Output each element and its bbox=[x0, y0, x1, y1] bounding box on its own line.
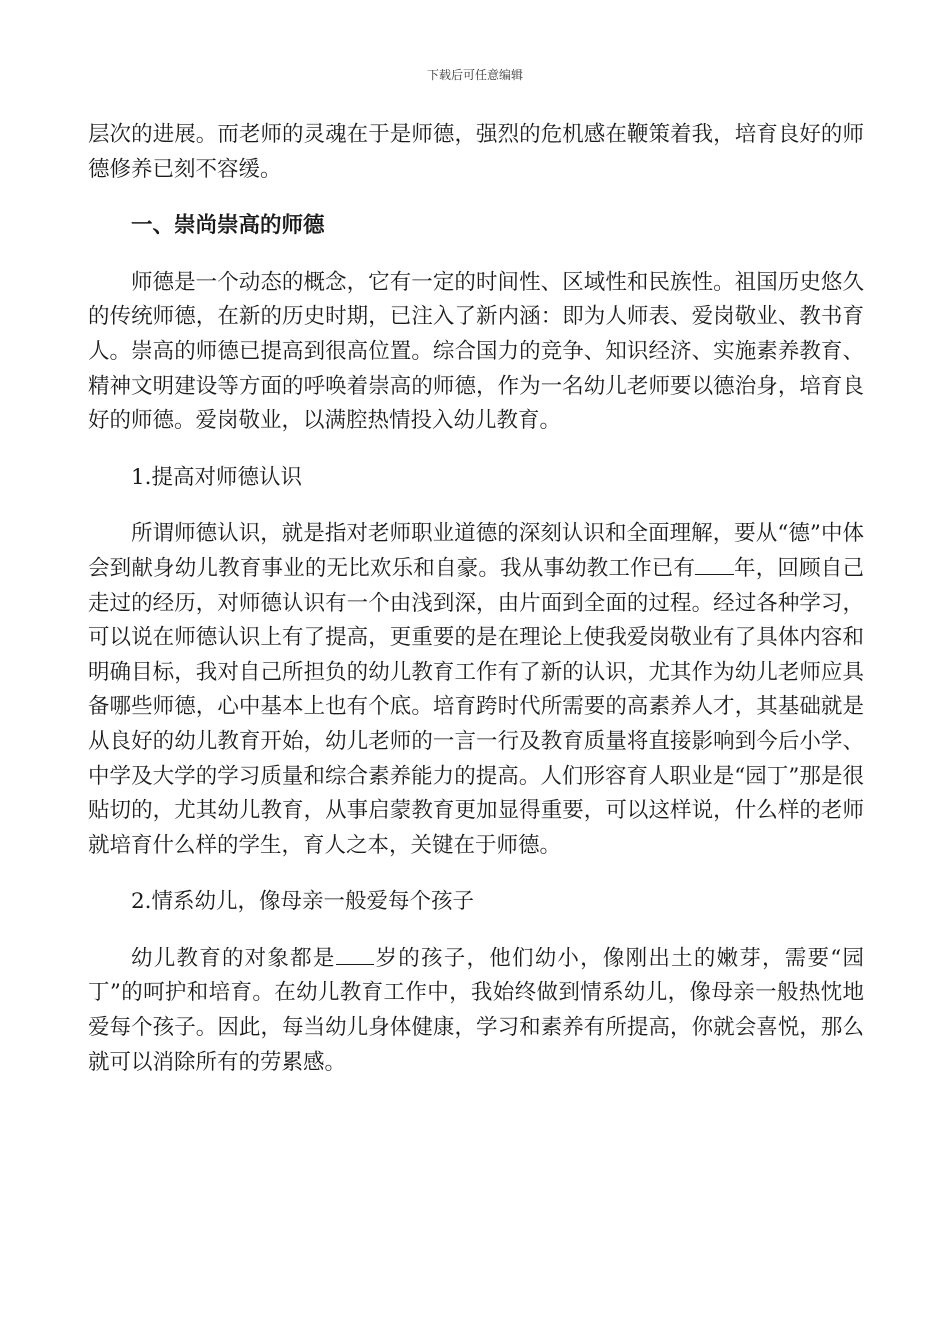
subheading-2: 2.情系幼儿，像母亲一般爱每个孩子 bbox=[131, 889, 475, 915]
document-body bbox=[88, 118, 864, 1102]
section-heading: 一、崇尚崇高的师德 bbox=[131, 213, 325, 239]
paragraph-ethics-awareness bbox=[88, 517, 864, 863]
subheading-1: 1.提高对师德认识 bbox=[131, 464, 303, 490]
paragraph-teacher-ethics: 师德是一个动态的概念，它有一定的时间性、区域性和民族性。祖国历史悠久的传统师德，在新的历史时期，已注入了新内涵：即为人师表、爱岗敬业、教书育人。崇高的师德已提高到很高位置。综合国力的竞争、知识经济、实施素养教育、精神文明建设等方面的呼唤着崇高的师德，作为一名幼儿老师要以德治身，培育良好的师德。爱岗敬业，以满腔热情投入幼儿教育。 bbox=[88, 269, 864, 434]
paragraph-ethics-awareness-part2: 年，回顾自己走过的经历，对师德认识有一个由浅到深，由片面到全面的过程。经过各种学习，可以说在师德认识上有了提高，更重要的是在理论上使我爱岗敬业有了具体内容和明确目标，我对自己所担负的幼儿教育工作有了新的认识，尤其作为幼儿老师应具备哪些师德，心中基本上也有个底。培育跨时代所需要的高素养人才，其基础就是从良好的幼儿教育开始，幼儿老师的一言一行及教育质量将直接影响到今后小学、中学及大学的学习质量和综合素养能力的提高。人们形容育人职业是“园丁”那是很贴切的，尤其幼儿教育，从事启蒙教育更加显得重要，可以这样说，什么样的老师就培育什么样的学生，育人之本，关键在于师德。 bbox=[88, 555, 864, 858]
paragraph-continuation: 层次的进展。而老师的灵魂在于是师德，强烈的危机感在鞭策着我，培育良好的师德修养已刻不容缓。 bbox=[88, 122, 864, 182]
paragraph-love-children-part1: 幼儿教育的对象都是 bbox=[131, 945, 336, 971]
fill-blank-years bbox=[695, 555, 734, 575]
paragraph-love-children-part2: 岁的孩子，他们幼小，像刚出土的嫩芽，需要“园丁”的呵护和培育。在幼儿教育工作中，我始终做到情系幼儿，像母亲一般热忱地爱每个孩子。因此，每当幼儿身体健康，学习和素养有所提高，你就会喜悦，那么就可以消除所有的劳累感。 bbox=[88, 945, 864, 1075]
fill-blank-age bbox=[336, 945, 375, 965]
paragraph-love-children bbox=[88, 942, 864, 1080]
page-header: 下载后可任意编辑 bbox=[426, 68, 523, 82]
paragraph-ethics-awareness-part1: 所谓师德认识，就是指对老师职业道德的深刻认识和全面理解，要从“德”中体会到献身幼儿教育事业的无比欢乐和自豪。我从事幼教工作已有 bbox=[88, 521, 864, 581]
